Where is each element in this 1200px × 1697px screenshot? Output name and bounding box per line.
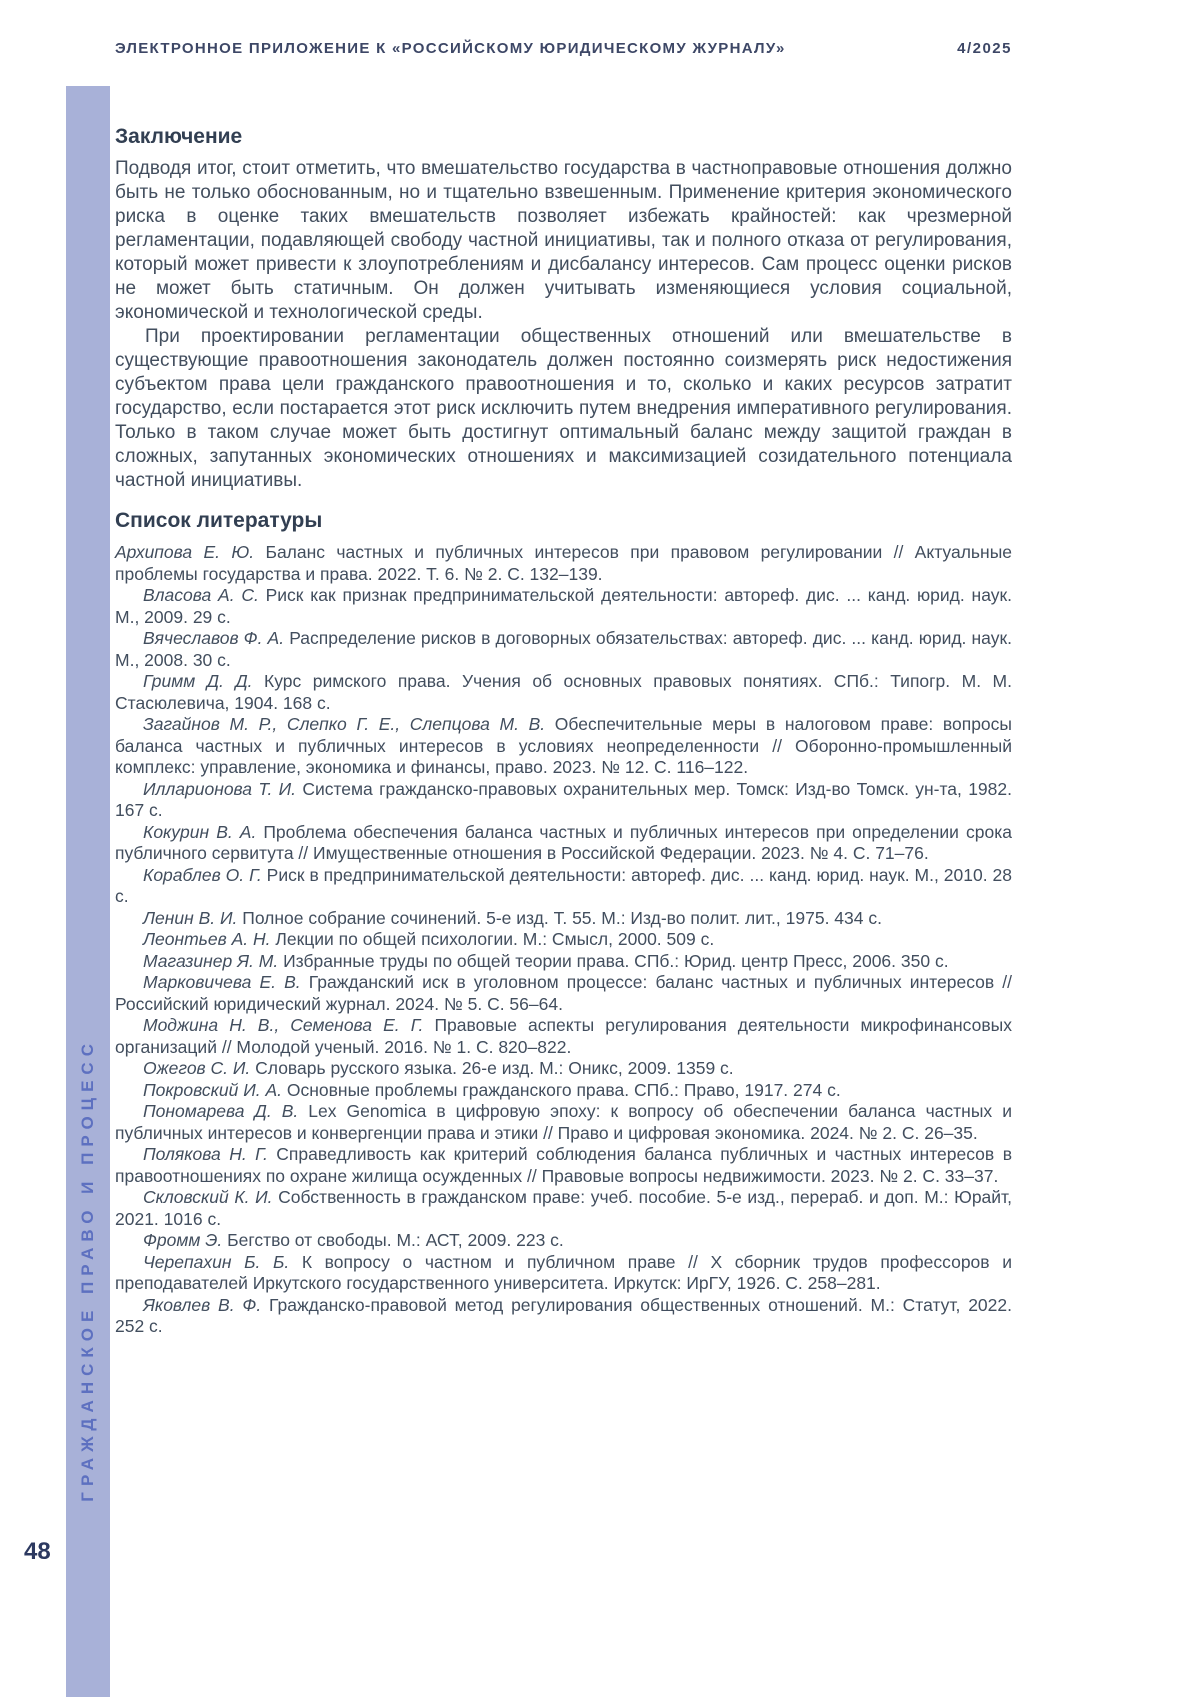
bibliography-entry-text: Гражданский иск в уголовном процессе: баланс частных и публичных интересов // Российский юридический журнал. 2024. № 5. С. 56–64.: [115, 972, 1012, 1014]
bibliography-heading: Список литературы: [115, 509, 323, 532]
conclusion-paragraph: Подводя итог, стоит отметить, что вмешательство государства в частноправовые отношения должно быть не только обоснованным, но и тщательно взвешенным. Применение критерия экономического риска в оценке таких вмешательств позволяет избежать крайностей: как чрезмерной регламентации, подавляющей свободу частной инициативы, так и полного отказа от регулирования, который может привести к злоупотреблениям и дисбалансу интересов. Сам процесс оценки рисков не может быть статичным. Он должен учитывать изменяющиеся условия социальной, экономической и технологической среды.: [115, 158, 1012, 323]
section-strip: [66, 86, 110, 1697]
bibliography-entry-text: Словарь русского языка. 26-е изд. М.: Оникс, 2009. 1359 с.: [250, 1058, 734, 1078]
bibliography-entry: [115, 1230, 1012, 1252]
bibliography-entry-authors: Ленин В. И.: [143, 907, 238, 928]
bibliography-entry-authors: Полякова Н. Г.: [143, 1144, 268, 1164]
conclusion-body: [115, 157, 1012, 493]
bibliography-entry-text: Система гражданско-правовых охранительных мер. Томск: Изд-во Томск. ун-та, 1982. 167 с.: [115, 778, 1012, 820]
bibliography-entry-text: Обеспечительные меры в налоговом праве: вопросы баланса частных и публичных интересов в условиях неопределенности // Оборонно-промышленный комплекс: управление, экономика и финансы, право. 2023. № 12. С. 116–122.: [115, 714, 1012, 777]
bibliography-entry-text: Риск как признак предпринимательской деятельности: автореф. дис. ... канд. юрид. наук. М., 2009. 29 с.: [115, 585, 1012, 627]
bibliography-entry-authors: Черепахин Б. Б.: [143, 1251, 290, 1272]
bibliography-entry: [115, 822, 1012, 865]
bibliography-entry-authors: Магазинер Я. М.: [143, 950, 279, 971]
bibliography-entry-authors: Власова А. С.: [143, 585, 259, 605]
bibliography-entry-authors: Кораблев О. Г.: [143, 864, 262, 885]
bibliography-entry-text: Курс римского права. Учения об основных правовых понятиях. СПб.: Типогр. М. М. Стасюлевича, 1904. 168 с.: [115, 671, 1012, 713]
article-content: [115, 124, 1012, 1338]
bibliography-entry: [115, 1080, 1012, 1102]
bibliography-entry-text: Избранные труды по общей теории права. СПб.: Юрид. центр Пресс, 2006. 350 с.: [278, 950, 949, 971]
section-label: ГРАЖДАНСКОЕ ПРАВО И ПРОЦЕСС: [78, 1038, 97, 1502]
bibliography-entry-authors: Кокурин В. А.: [143, 821, 257, 842]
bibliography-entry-authors: Яковлев В. Ф.: [143, 1294, 262, 1315]
bibliography-entry: [115, 1187, 1012, 1230]
bibliography-entry-text: Справедливость как критерий соблюдения баланса публичных и частных интересов в правоотношениях по охране жилища осужденных // Правовые вопросы недвижимости. 2023. № 2. С. 33–37.: [115, 1144, 1012, 1186]
bibliography-entry-authors: Гримм Д. Д.: [143, 671, 253, 691]
bibliography-entry: [115, 779, 1012, 822]
bibliography-entry: [115, 1295, 1012, 1338]
bibliography-entry: [115, 585, 1012, 628]
bibliography-entry-authors: Марковичева Е. В.: [143, 972, 301, 992]
bibliography-entry: [115, 542, 1012, 585]
bibliography-entry: [115, 951, 1012, 973]
bibliography-entry-text: Основные проблемы гражданского права. СПб.: Право, 1917. 274 с.: [282, 1079, 841, 1100]
bibliography-entry-text: Распределение рисков в договорных обязательствах: автореф. дис. ... канд. юрид. наук. М., 2008. 30 с.: [115, 628, 1012, 670]
bibliography-entry-text: Проблема обеспечения баланса частных и публичных интересов при определении срока публичного сервитута // Имущественные отношения в Российской Федерации. 2023. № 4. С. 71–76.: [115, 821, 1012, 863]
page-header: [115, 40, 1012, 57]
bibliography-entry-authors: Илларионова Т. И.: [143, 778, 297, 799]
bibliography-entry-authors: Архипова Е. Ю.: [115, 542, 255, 562]
bibliography-list: [115, 542, 1012, 1338]
page-number: 48: [24, 1538, 51, 1565]
bibliography-entry-text: Собственность в гражданском праве: учеб. пособие. 5-е изд., перераб. и доп. М.: Юрайт, 2021. 1016 с.: [115, 1187, 1012, 1229]
bibliography-entry-authors: Загайнов М. Р., Слепко Г. Е., Слепцова М. В.: [143, 714, 546, 734]
bibliography-entry: [115, 908, 1012, 930]
bibliography-entry: [115, 1058, 1012, 1080]
bibliography-entry: [115, 1015, 1012, 1058]
bibliography-entry-authors: Моджина Н. В., Семенова Е. Г.: [143, 1015, 424, 1035]
bibliography-entry-authors: Пономарева Д. В.: [143, 1101, 299, 1121]
bibliography-entry: [115, 865, 1012, 908]
bibliography-entry: [115, 714, 1012, 779]
bibliography-entry-text: Риск в предпринимательской деятельности: автореф. дис. ... канд. юрид. наук. М., 2010. 28 с.: [115, 864, 1012, 906]
bibliography-entry: [115, 1252, 1012, 1295]
bibliography-entry-authors: Фромм Э.: [143, 1230, 223, 1250]
bibliography-entry-text: Полное собрание сочинений. 5-е изд. Т. 55. М.: Изд-во полит. лит., 1975. 434 с.: [237, 907, 882, 928]
bibliography-entry: [115, 671, 1012, 714]
bibliography-entry: [115, 628, 1012, 671]
bibliography-entry-text: Lex Genomica в цифровую эпоху: к вопросу об обеспечении баланса частных и публичных интересов и конвергенции права и этики // Право и цифровая экономика. 2024. № 2. С. 26–35.: [115, 1101, 1012, 1143]
bibliography-entry-text: Гражданско-правовой метод регулирования общественных отношений. М.: Статут, 2022. 252 с.: [115, 1294, 1012, 1336]
conclusion-heading: Заключение: [115, 125, 243, 148]
bibliography-entry: [115, 1101, 1012, 1144]
bibliography-entry-authors: Леонтьев А. Н.: [143, 929, 271, 949]
bibliography-entry: [115, 929, 1012, 951]
bibliography-entry-text: Лекции по общей психологии. М.: Смысл, 2000. 509 с.: [270, 929, 715, 949]
bibliography-entry-text: Правовые аспекты регулирования деятельности микрофинансовых организаций // Молодой ученый. 2016. № 1. С. 820–822.: [115, 1015, 1012, 1057]
bibliography-entry: [115, 1144, 1012, 1187]
bibliography-entry-authors: Покровский И. А.: [143, 1079, 283, 1100]
bibliography-entry-authors: Вячеславов Ф. А.: [143, 628, 285, 648]
bibliography-entry-text: Баланс частных и публичных интересов при правовом регулировании // Актуальные проблемы государства и права. 2022. Т. 6. № 2. С. 132–139.: [115, 542, 1013, 584]
bibliography-entry-text: Бегство от свободы. М.: АСТ, 2009. 223 с.: [222, 1230, 564, 1250]
bibliography-entry-authors: Скловский К. И.: [143, 1187, 273, 1207]
bibliography-entry: [115, 972, 1012, 1015]
bibliography-entry-authors: Ожегов С. И.: [143, 1058, 251, 1078]
bibliography-entry-text: К вопросу о частном и публичном праве // X сборник трудов профессоров и преподавателей Иркутского государственного университета. Иркутск: ИрГУ, 1926. С. 258–281.: [115, 1251, 1012, 1293]
journal-title: ЭЛЕКТРОННОЕ ПРИЛОЖЕНИЕ К «РОССИЙСКОМУ ЮРИДИЧЕСКОМУ ЖУРНАЛУ»: [115, 40, 786, 57]
issue-number: 4/2025: [957, 40, 1012, 57]
conclusion-paragraph: При проектировании регламентации общественных отношений или вмешательстве в существующие правоотношения законодатель должен постоянно соизмерять риск недостижения субъектом права цели гражданского правоотношения и то, сколько и каких ресурсов затратит государство, если постарается этот риск исключить путем внедрения императивного регулирования. Только в таком случае может быть достигнут оптимальный баланс между защитой граждан в сложных, запутанных экономических отношениях и максимизацией созидательного потенциала частной инициативы.: [115, 326, 1012, 491]
